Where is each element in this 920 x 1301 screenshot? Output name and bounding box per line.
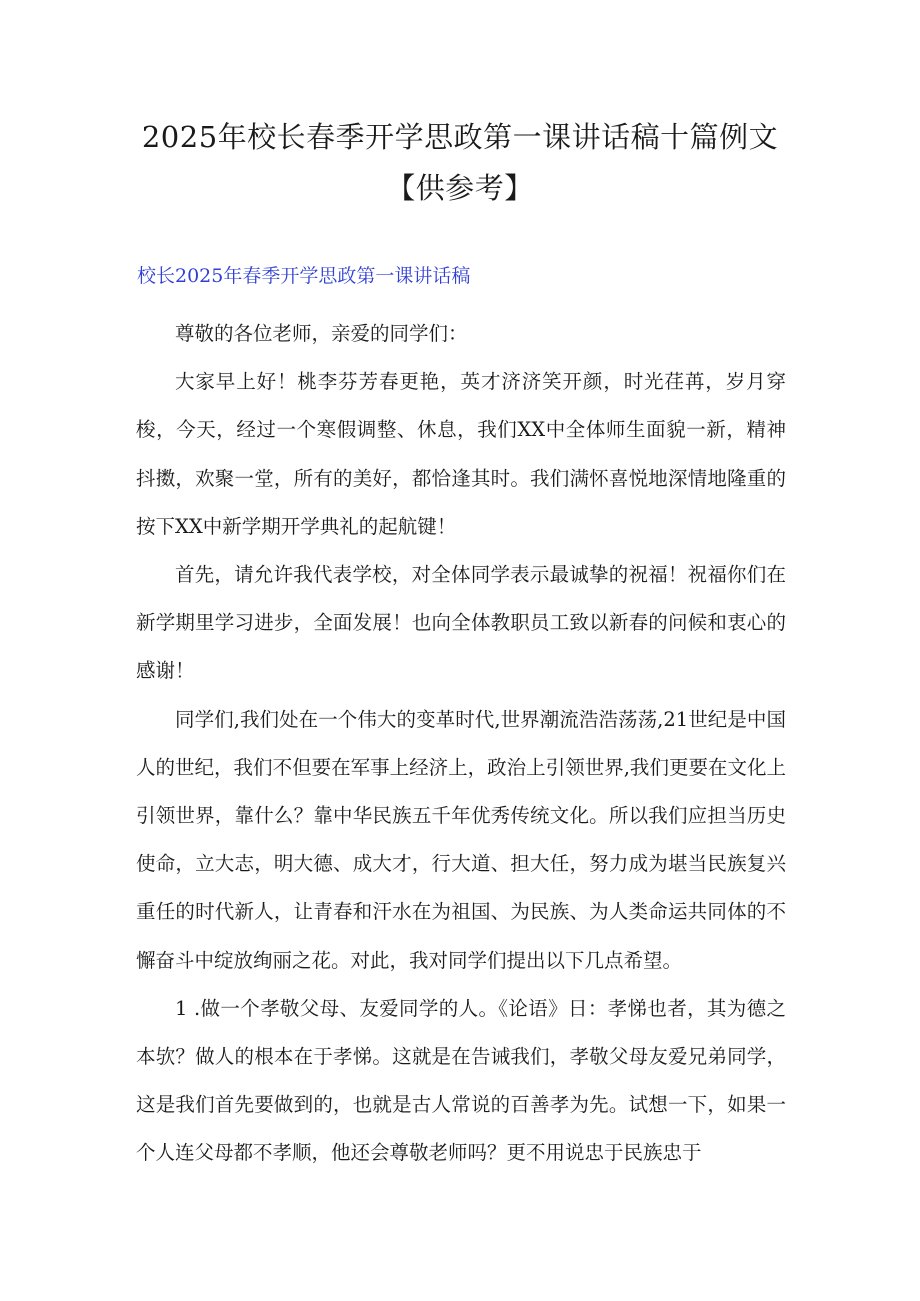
document-body: [136, 310, 786, 1178]
document-title: 2025年校长春季开学思政第一课讲话稿十篇例文【供参考】: [141, 120, 779, 205]
body-paragraph: 首先，请允许我代表学校，对全体同学表示最诚挚的祝福！祝福你们在新学期里学习进步，全面发展！也向全体教职员工致以新春的问候和衷心的感谢！: [136, 563, 786, 683]
salutation-paragraph: 尊敬的各位老师，亲爱的同学们：: [175, 322, 468, 345]
body-paragraph: 大家早上好！桃李芬芳春更艳，英才济济笑开颜，时光荏苒，岁月穿梭，今天，经过一个寒假调整、休息，我们XX中全体师生面貌一新，精神抖擞，欢聚一堂，所有的美好，都恰逢其时。我们满怀喜悦地深情地隆重的按下XX中新学期开学典礼的起航键！: [136, 370, 786, 538]
body-paragraph: 同学们,我们处在一个伟大的变革时代,世界潮流浩浩荡荡,21世纪是中国人的世纪，我们不但要在军事上经济上，政治上引领世界,我们更要在文化上引领世界，靠什么？靠中华民族五千年优秀传统文化。所以我们应担当历史使命，立大志，明大德、成大才，行大道、担大任，努力成为堪当民族复兴重任的时代新人，让青春和汗水在为祖国、为民族、为人类命运共同体的不懈奋斗中绽放绚丽之花。对此，我对同学们提出以下几点希望。: [136, 707, 786, 972]
body-paragraph: 1 .做一个孝敬父母、友爱同学的人。《论语》日：孝悌也者，其为德之本欤？做人的根本在于孝悌。这就是在告诫我们，孝敬父母友爱兄弟同学，这是我们首先要做到的，也就是古人常说的百善孝为先。试想一下，如果一个人连父母都不孝顺，他还会尊敬老师吗？更不用说忠于民族忠于: [136, 996, 786, 1165]
section-heading: 校长2025年春季开学思政第一课讲话稿: [137, 265, 471, 287]
